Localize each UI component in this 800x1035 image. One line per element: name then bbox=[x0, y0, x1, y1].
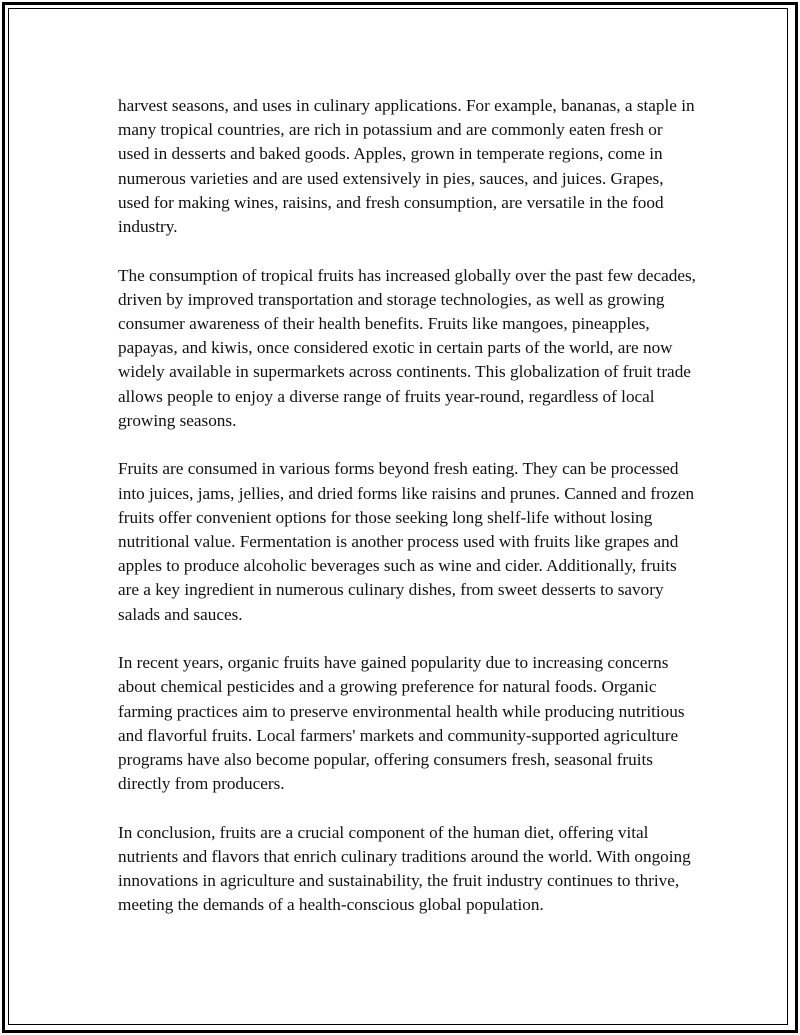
paragraph: In recent years, organic fruits have gained popularity due to increasing concerns about chemical pesticides and a growing preference for natural foods. Organic farming practices aim to preserve environmental health while producing nutritious and flavorful fruits. Local farmers' markets and community-supported agriculture programs have also become popular, offering consumers fresh, seasonal fruits directly from producers. bbox=[118, 653, 685, 794]
document-body bbox=[118, 94, 698, 918]
paragraph: harvest seasons, and uses in culinary applications. For example, bananas, a staple in many tropical countries, are rich in potassium and are commonly eaten fresh or used in desserts and baked goods. Apples, grown in temperate regions, come in numerous varieties and are used extensively in pies, sauces, and juices. Grapes, used for making wines, raisins, and fresh consumption, are versatile in the food industry. bbox=[118, 96, 695, 237]
paragraph: In conclusion, fruits are a crucial component of the human diet, offering vital nutrients and flavors that enrich culinary traditions around the world. With ongoing innovations in agriculture and sustainability, the fruit industry continues to thrive, meeting the demands of a health-conscious global population. bbox=[118, 822, 691, 915]
paragraph: Fruits are consumed in various forms beyond fresh eating. They can be processed into juices, jams, jellies, and dried forms like raisins and prunes. Canned and frozen fruits offer convenient options for those seeking long shelf-life without losing nutritional value. Fermentation is another process used with fruits like grapes and apples to produce alcoholic beverages such as wine and cider. Additionally, fruits are a key ingredient in numerous culinary dishes, from sweet desserts to savory salads and sauces. bbox=[118, 459, 695, 624]
paragraph: The consumption of tropical fruits has increased globally over the past few decades, driven by improved transportation and storage technologies, as well as growing consumer awareness of their health benefits. Fruits like mangoes, pineapples, papayas, and kiwis, once considered exotic in certain parts of the world, are now widely available in supermarkets across continents. This globalization of fruit trade allows people to enjoy a diverse range of fruits year-round, regardless of local growing seasons. bbox=[118, 265, 696, 430]
